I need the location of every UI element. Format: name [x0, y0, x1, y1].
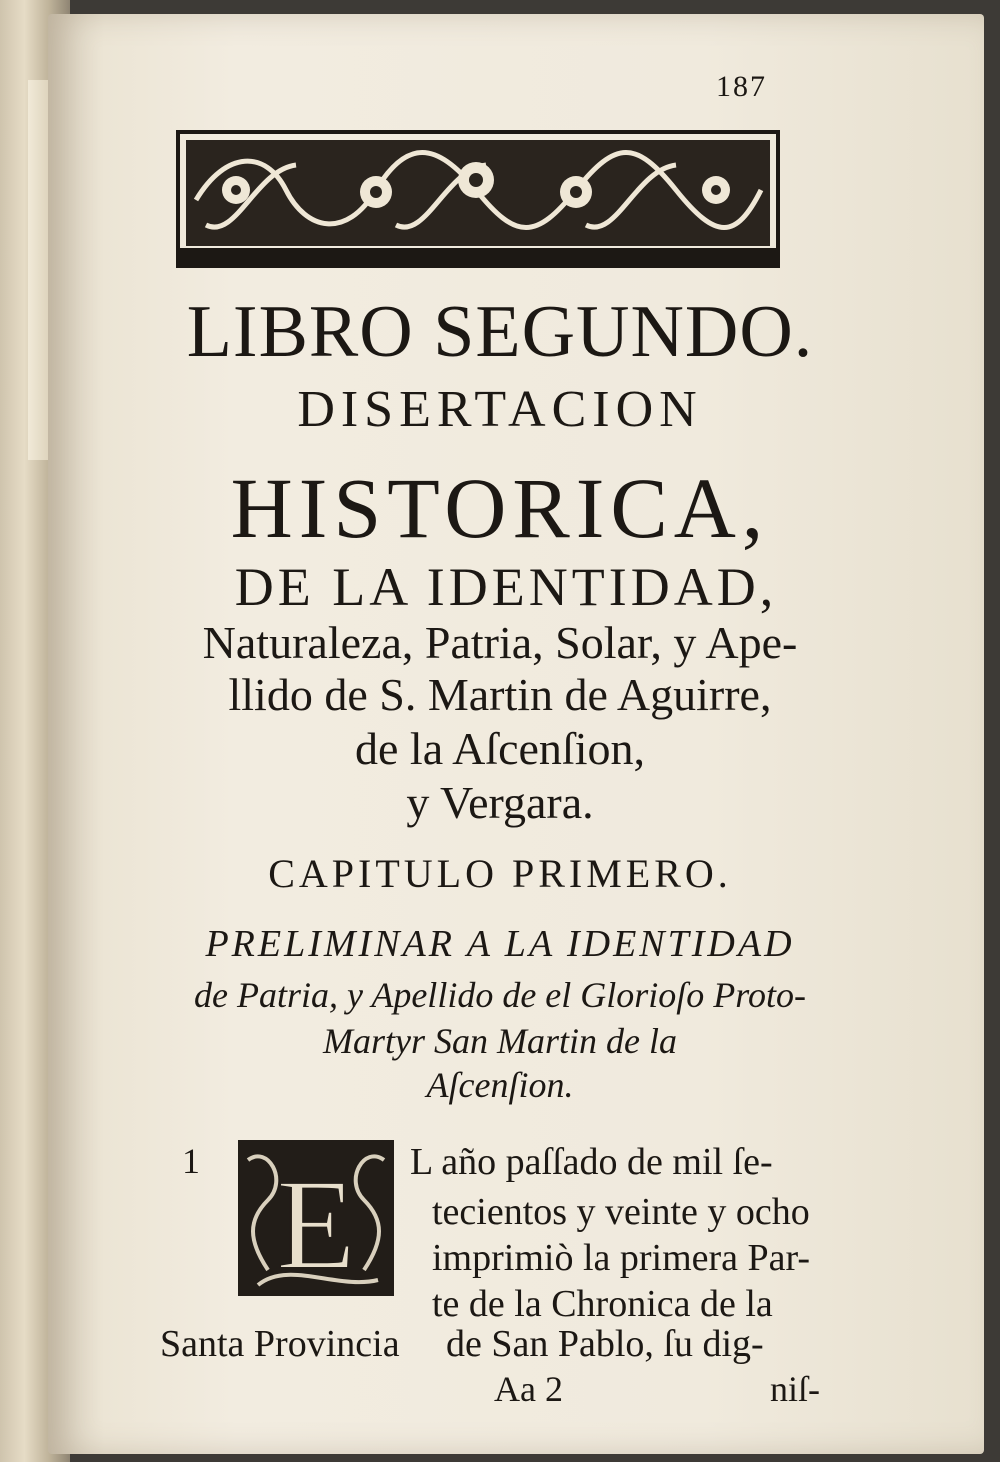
- body-line-3: imprimiò la primera Par-: [432, 1237, 811, 1279]
- title-line-5: Naturaleza, Patria, Solar, y Ape-: [202, 617, 798, 668]
- chapter-heading: CAPITULO PRIMERO.: [268, 851, 732, 896]
- subtitle-line-3: Martyr San Martin de la: [323, 1021, 677, 1061]
- identity-heading: DE LA IDENTIDAD,: [234, 557, 778, 617]
- subtitle-line-4: Aſcenſion.: [426, 1065, 574, 1105]
- historica-heading: HISTORICA,: [230, 460, 770, 556]
- dissertation-heading: DISERTACION: [297, 381, 703, 438]
- drop-cap-letter: E: [276, 1153, 356, 1296]
- page-number: 187: [716, 70, 767, 103]
- subtitle-line-2: de Patria, y Apellido de el Glorioſo Proto-: [194, 975, 806, 1015]
- catchword: niſ-: [770, 1369, 820, 1409]
- body-line-4: te de la Chronica de la: [432, 1283, 773, 1325]
- signature-mark: Aa 2: [494, 1369, 563, 1409]
- body-line-2: tecientos y veinte y ocho: [432, 1191, 810, 1233]
- body-line-5b: de San Pablo, ſu dig-: [446, 1323, 764, 1365]
- body-line-5a: Santa Provincia: [160, 1323, 400, 1365]
- paragraph-number: 1: [182, 1141, 200, 1181]
- ornamental-headpiece: [176, 130, 780, 268]
- title-line-7: de la Aſcenſion,: [355, 723, 645, 774]
- body-line-1: L año paſſado de mil ſe-: [410, 1141, 773, 1183]
- title-line-8: y Vergara.: [406, 777, 594, 828]
- subtitle-line-1: PRELIMINAR A LA IDENTIDAD: [205, 923, 795, 965]
- title-line-6: llido de S. Martin de Aguirre,: [228, 669, 772, 720]
- book-title: LIBRO SEGUNDO.: [186, 291, 814, 373]
- decorated-initial: [238, 1140, 394, 1296]
